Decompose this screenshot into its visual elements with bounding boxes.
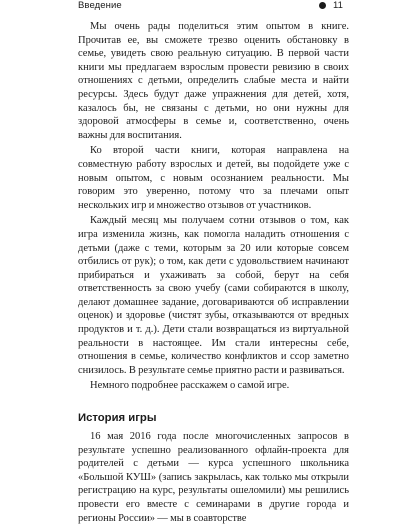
paragraph-about-game: Немного подробнее расскажем о самой игре. — [90, 380, 290, 392]
page-number: 11 — [333, 0, 343, 11]
paragraph-history: 16 мая 2016 года после многочисленных запросов в результате успешно реализованного офлайн-проекта для родителей с детьми — курса успешного школьника «Большой КУШ» (запись закрылась, как только мы открыли регистрацию на курс, результаты ошеломили) мы решились провести его вместе с семинарами в другие города и регионы России» — мы в соавторстве — [78, 431, 349, 524]
running-header — [0, 0, 420, 17]
heading-game-history: История игры — [78, 412, 157, 425]
paragraph-feedback: Каждый месяц мы получаем сотни отзывов о том, как игра изменила жизнь, как помогла наладить отношения с детьми (даже с теми, которым за 20 или которые совсем отбились от рук); о том, как дети с удовольствием начинают прибираться и ухаживать за собой, берут на себя ответственность за свою учебу (сами собираются в школу, делают домашнее задание, договариваются об исправлении оценок) и здоровье (чистят зубы, отказываются от вредных продуктов и т. д.). Дети стали возвращаться из виртуальной реальности в настоящее. Им стали интересны себе, отношения в семье, количество конфликтов и ссор заметно снизилось. В результате семье приятно расти и развиваться. — [78, 215, 349, 376]
body-text — [78, 20, 349, 525]
bullet-dot-icon — [319, 2, 326, 9]
paragraph-intro: Мы очень рады поделиться этим опытом в книге. Прочитав ее, вы сможете трезво оценить обстановку в семье, увидеть свою реальную ситуацию. В первой части книги мы предлагаем взрослым провести ревизию в своих отношениях с детьми, определить слабые места и найти ресурсы. Здесь будут даже упражнения для детей, хотя, казалось бы, не связаны с детьми, но они нужны для здоровой атмосферы в семье и, соответственно, очень важны для воспитания. — [78, 21, 349, 141]
paragraph-second-part: Ко второй части книги, которая направлена на совместную работу взрослых и детей, вы подойдете уже с новым опытом, с новым осознанием реальности. Мы говорим это уверенно, потому что за плечами опыт нескольких игр и множество отзывов от участников. — [78, 145, 349, 211]
section-title: Введение — [78, 0, 122, 11]
